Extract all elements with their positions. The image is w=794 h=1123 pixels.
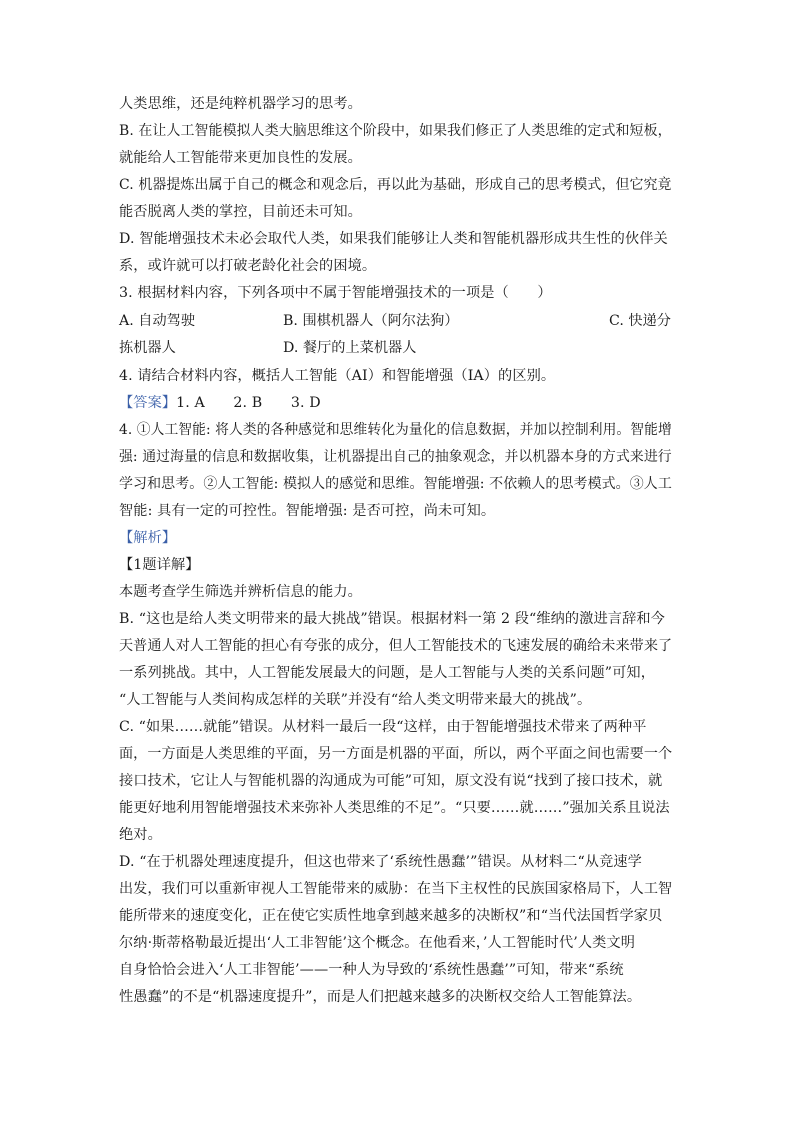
text-line: 性愚蠢”的不是“机器速度提升”，而是人们把越来越多的决断权交给人工智能算法。 xyxy=(119,989,642,1005)
text-line: 能更好地利用智能增强技术来弥补人类思维的不足”。“只要……就……”强加关系且说法 xyxy=(119,800,670,816)
option-c: C. 快递分 xyxy=(609,313,671,329)
text-line: 学习和思考。②人工智能: 模拟人的感觉和思维。智能增强: 不依赖人的思考模式。③人工 xyxy=(119,476,672,492)
text-line: 尔纳·斯蒂格勒最近提出‘人工非智能’这个概念。在他看来，’人工智能时代’人类文明 xyxy=(119,935,636,951)
text-line: 人类思维，还是纯粹机器学习的思考。 xyxy=(119,96,362,112)
option-d: D. 餐厅的上菜机器人 xyxy=(283,340,417,356)
text-line: C. 机器提炼出属于自己的概念和观念后，再以此为基础，形成自己的思考模式，但它究竟 xyxy=(119,177,672,193)
analysis-tag: 【解析】 xyxy=(119,530,177,546)
answer-tag: 【答案】 xyxy=(119,395,177,411)
answer-text: 1. A 2. B 3. D xyxy=(176,395,321,411)
text-line: 一系列挑战。其中，人工智能发展最大的问题，是人工智能与人类的关系问题”可知， xyxy=(119,665,655,681)
section-heading: 【1题详解】 xyxy=(119,557,200,573)
text-line: 出发，我们可以重新审视人工智能带来的威胁：在当下主权性的民族国家格局下，人工智 xyxy=(119,881,673,897)
text-line: 自身恰恰会进入‘人工非智能’——一种人为导致的‘系统性愚蠢’”可知，带来“系统 xyxy=(119,962,624,978)
text-line: 能所带来的速度变化，正在使它实质性地拿到越来越多的决断权”和“当代法国哲学家贝 xyxy=(119,908,663,924)
option-b: B. 围棋机器人（阿尔法狗） xyxy=(283,313,459,329)
option-a: A. 自动驾驶 xyxy=(119,313,196,329)
question-3: 3. 根据材料内容，下列各项中不属于智能增强技术的一项是（ ） xyxy=(119,285,552,301)
text-line: B. 在让人工智能模拟人类大脑思维这个阶段中，如果我们修正了人类思维的定式和短板， xyxy=(119,123,672,139)
text-line: D. 智能增强技术未必会取代人类，如果我们能够让人类和智能机器形成共生性的伙伴关 xyxy=(119,231,668,247)
text-line: B. “这也是给人类文明带来的最大挑战”错误。根据材料一第 2 段“维纳的激进言辞和今 xyxy=(119,611,665,627)
text-line: C. “如果……就能”错误。从材料一最后一段“这样，由于智能增强技术带来了两种平 xyxy=(119,719,647,735)
option-c-cont: 拣机器人 xyxy=(119,340,176,356)
text-line: 就能给人工智能带来更加良性的发展。 xyxy=(119,150,362,166)
question-4: 4. 请结合材料内容，概括人工智能（AI）和智能增强（IA）的区别。 xyxy=(119,368,556,384)
text-line: D. “在于机器处理速度提升，但这也带来了‘系统性愚蠢’”错误。从材料二“从竞速学 xyxy=(119,854,642,870)
text-line: 强: 通过海量的信息和数据收集，让机器提出自己的抽象观念，并以机器本身的方式来进行 xyxy=(119,449,672,465)
text-line: 绝对。 xyxy=(119,827,162,843)
text-line: 天普通人对人工智能的担心有夸张的成分，但人工智能技术的飞速发展的确给未来带来了 xyxy=(119,638,673,654)
answer-line xyxy=(119,393,321,413)
text-line: 本题考查学生筛选并辨析信息的能力。 xyxy=(119,584,362,600)
text-line: 面，一方面是人类思维的平面，另一方面是机器的平面，所以，两个平面之间也需要一个 xyxy=(119,746,673,762)
text-line: 接口技术，它让人与智能机器的沟通成为可能”可知，原文没有说“找到了接口技术，就 xyxy=(119,773,663,789)
text-line: 能否脱离人类的掌控，目前还未可知。 xyxy=(119,204,362,220)
text-line: “人工智能与人类间构成怎样的关联”并没有“给人类文明带来最大的挑战”。 xyxy=(119,692,592,708)
text-line: 系，或许就可以打破老龄化社会的困境。 xyxy=(119,258,377,274)
text-line: 智能: 具有一定的可控性。智能增强: 是否可控，尚未可知。 xyxy=(119,503,496,519)
text-line: 4. ①人工智能: 将人类的各种感觉和思维转化为量化的信息数据，并加以控制利用。智能增 xyxy=(119,422,672,438)
